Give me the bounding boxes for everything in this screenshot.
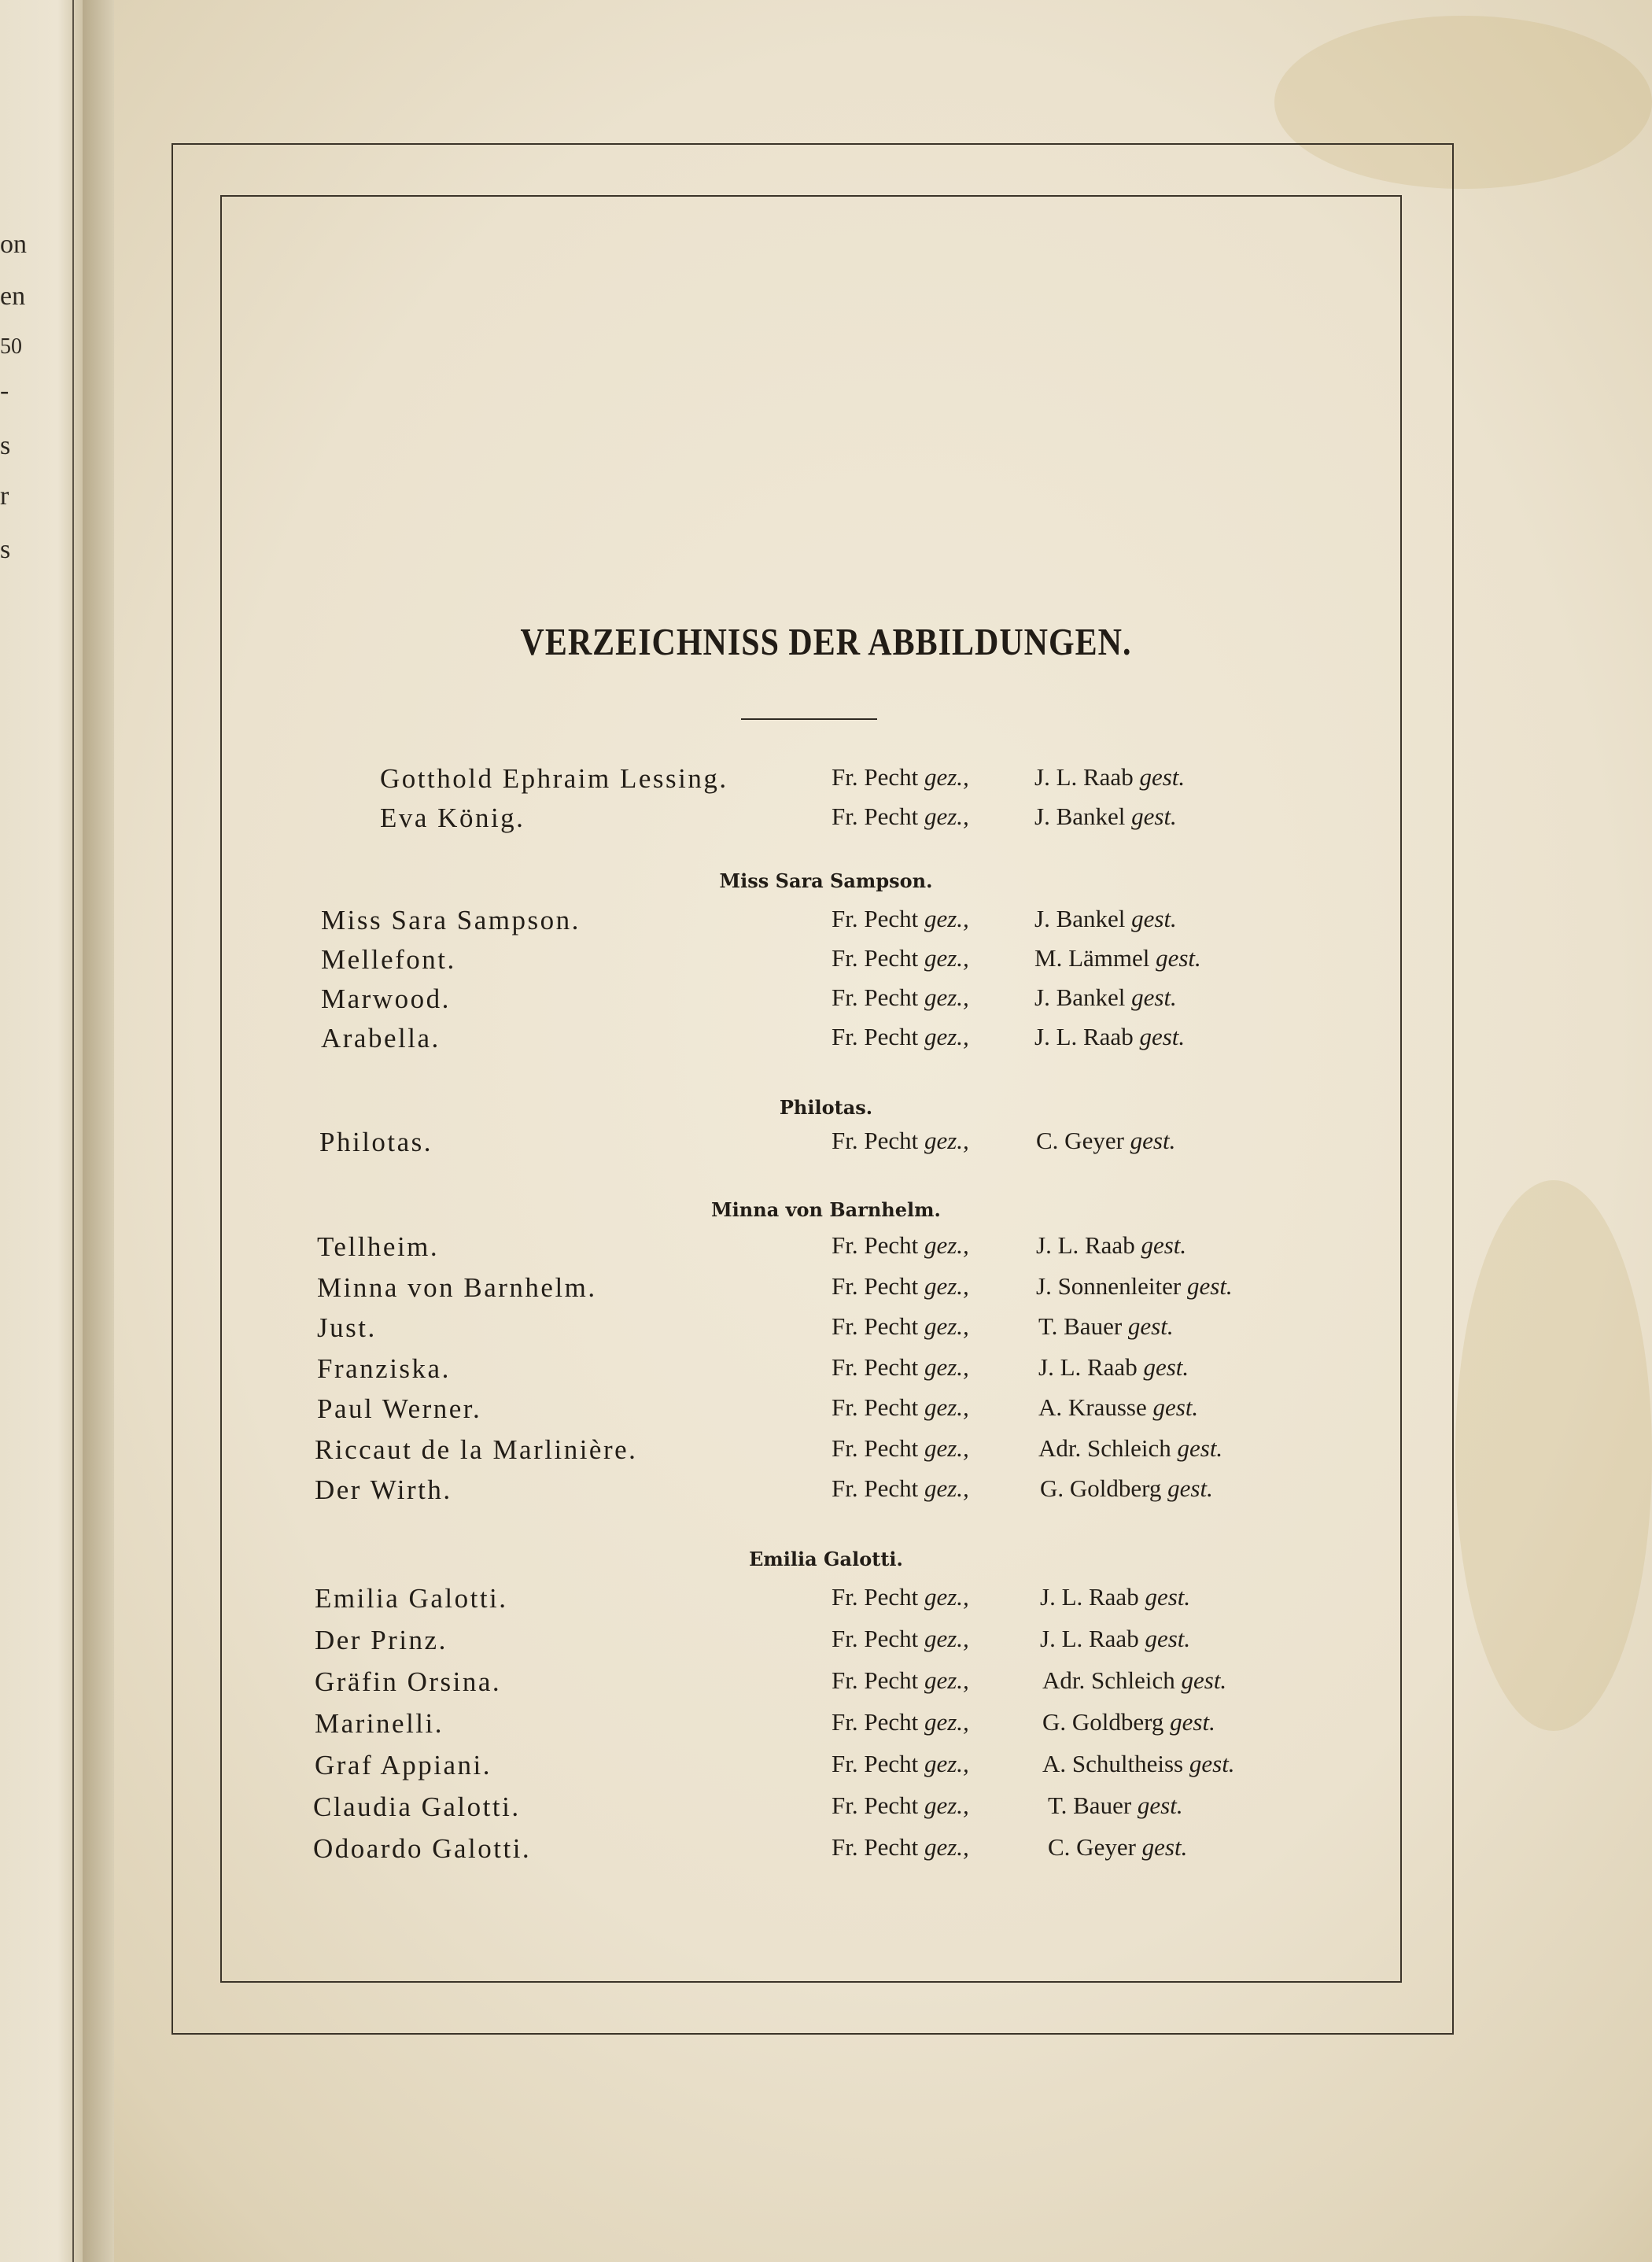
artist-credit [832, 1353, 969, 1382]
engraver-name: A. Krausse [1038, 1393, 1153, 1421]
engraver-credit [1042, 1708, 1215, 1736]
engraver-credit [1040, 1583, 1190, 1611]
role-engraved: gest. [1130, 1127, 1176, 1154]
role-engraved: gest. [1131, 983, 1177, 1011]
list-entry [0, 763, 1652, 803]
figure-name: Emilia Galotti. [315, 1583, 508, 1614]
list-entry [0, 1127, 1652, 1166]
list-entry [0, 1750, 1652, 1789]
role-drawn: gez., [924, 1127, 969, 1154]
list-entry [0, 1792, 1652, 1831]
left-text-fragment: s [0, 535, 11, 564]
figure-name: Der Wirth. [315, 1474, 452, 1505]
page-title: VERZEICHNISS DER ABBILDUNGEN. [520, 622, 1132, 664]
role-engraved: gest. [1139, 763, 1186, 791]
engraver-credit [1042, 1666, 1226, 1695]
artist-credit [832, 1127, 969, 1155]
role-drawn: gez., [924, 1666, 969, 1694]
engraver-name: J. Bankel [1034, 983, 1132, 1011]
figure-name: Paul Werner. [317, 1393, 482, 1424]
role-drawn: gez., [924, 1353, 969, 1381]
list-entry [0, 1666, 1652, 1706]
figure-name: Tellheim. [317, 1231, 440, 1262]
artist-name: Fr. Pecht [832, 763, 924, 791]
engraver-name: J. L. Raab [1040, 1625, 1145, 1652]
role-drawn: gez., [924, 1023, 969, 1050]
engraver-credit [1034, 803, 1177, 831]
artist-credit [832, 1625, 969, 1653]
role-engraved: gest. [1181, 1666, 1227, 1694]
artist-name: Fr. Pecht [832, 1231, 924, 1259]
list-entry [0, 1023, 1652, 1062]
artist-name: Fr. Pecht [832, 803, 924, 830]
list-entry [0, 1353, 1652, 1393]
artist-name: Fr. Pecht [832, 1833, 924, 1861]
artist-name: Fr. Pecht [832, 1708, 924, 1736]
role-drawn: gez., [924, 1231, 969, 1259]
artist-credit [832, 763, 969, 792]
engraver-credit [1040, 1474, 1213, 1503]
artist-name: Fr. Pecht [832, 1792, 924, 1819]
figure-name: Just. [317, 1312, 377, 1343]
artist-name: Fr. Pecht [832, 1666, 924, 1694]
artist-name: Fr. Pecht [832, 1393, 924, 1421]
role-engraved: gest. [1141, 1231, 1187, 1259]
list-entry [0, 1272, 1652, 1312]
role-drawn: gez., [924, 1708, 969, 1736]
artist-name: Fr. Pecht [832, 905, 924, 932]
role-drawn: gez., [924, 1474, 969, 1502]
role-engraved: gest. [1152, 1393, 1199, 1421]
engraver-name: G. Goldberg [1040, 1474, 1168, 1502]
figure-name: Mellefont. [321, 944, 456, 975]
role-drawn: gez., [924, 905, 969, 932]
role-engraved: gest. [1145, 1583, 1191, 1611]
section-heading: Philotas. [779, 1096, 873, 1119]
role-drawn: gez., [924, 1583, 969, 1611]
artist-name: Fr. Pecht [832, 1474, 924, 1502]
artist-credit [832, 1434, 969, 1463]
figure-name: Riccaut de la Marlinière. [315, 1434, 638, 1465]
engraver-name: G. Goldberg [1042, 1708, 1171, 1736]
engraver-credit [1034, 763, 1185, 792]
engraver-credit [1048, 1833, 1187, 1862]
engraver-name: J. L. Raab [1036, 1231, 1141, 1259]
figure-name: Der Prinz. [315, 1625, 448, 1655]
role-drawn: gez., [924, 944, 969, 972]
title-rule [741, 718, 877, 720]
engraver-credit [1036, 1127, 1175, 1155]
role-engraved: gest. [1127, 1312, 1174, 1340]
engraver-name: C. Geyer [1036, 1127, 1130, 1154]
artist-credit [832, 1792, 969, 1820]
role-drawn: gez., [924, 1625, 969, 1652]
artist-credit [832, 905, 969, 933]
left-text-fragment: s [0, 431, 11, 460]
engraver-name: A. Schultheiss [1042, 1750, 1189, 1777]
artist-credit [832, 1474, 969, 1503]
role-engraved: gest. [1131, 905, 1177, 932]
list-entry [0, 1231, 1652, 1271]
engraver-name: C. Geyer [1048, 1833, 1142, 1861]
engraver-name: J. L. Raab [1034, 1023, 1140, 1050]
left-text-fragment: en [0, 282, 26, 311]
list-entry [0, 1474, 1652, 1514]
artist-credit [832, 1666, 969, 1695]
role-engraved: gest. [1141, 1833, 1188, 1861]
role-engraved: gest. [1170, 1708, 1215, 1736]
role-drawn: gez., [924, 1312, 969, 1340]
artist-name: Fr. Pecht [832, 1434, 924, 1462]
engraver-credit [1038, 1312, 1174, 1341]
engraver-name: Adr. Schleich [1038, 1434, 1178, 1462]
role-engraved: gest. [1167, 1474, 1213, 1502]
artist-name: Fr. Pecht [832, 983, 924, 1011]
artist-name: Fr. Pecht [832, 944, 924, 972]
role-drawn: gez., [924, 1792, 969, 1819]
engraver-name: T. Bauer [1048, 1792, 1138, 1819]
engraver-name: T. Bauer [1038, 1312, 1128, 1340]
engraver-name: J. L. Raab [1040, 1583, 1145, 1611]
figure-name: Miss Sara Sampson. [321, 905, 581, 935]
role-drawn: gez., [924, 1434, 969, 1462]
role-drawn: gez., [924, 1272, 969, 1300]
artist-credit [832, 803, 969, 831]
section-heading: Minna von Barnhelm. [711, 1198, 941, 1221]
engraver-credit [1034, 944, 1201, 972]
engraver-name: J. Bankel [1034, 905, 1132, 932]
artist-credit [832, 983, 969, 1012]
role-drawn: gez., [924, 1750, 969, 1777]
role-engraved: gest. [1187, 1272, 1233, 1300]
figure-name: Gräfin Orsina. [315, 1666, 502, 1697]
artist-name: Fr. Pecht [832, 1353, 924, 1381]
figure-name: Gotthold Ephraim Lessing. [380, 763, 728, 794]
engraver-name: J. L. Raab [1034, 763, 1140, 791]
engraver-name: J. Sonnenleiter [1036, 1272, 1187, 1300]
figure-name: Odoardo Galotti. [313, 1833, 532, 1864]
left-text-fragment: r [0, 482, 9, 511]
engraver-name: Adr. Schleich [1042, 1666, 1182, 1694]
section-heading: Emilia Galotti. [749, 1548, 903, 1570]
artist-credit [832, 944, 969, 972]
list-entry [0, 803, 1652, 842]
figure-name: Franziska. [317, 1353, 451, 1384]
role-engraved: gest. [1145, 1625, 1191, 1652]
engraver-credit [1038, 1434, 1222, 1463]
artist-credit [832, 1833, 969, 1862]
figure-name: Marwood. [321, 983, 451, 1014]
engraver-credit [1034, 905, 1177, 933]
engraver-credit [1040, 1625, 1190, 1653]
engraver-name: J. L. Raab [1038, 1353, 1144, 1381]
engraver-credit [1034, 1023, 1185, 1051]
role-drawn: gez., [924, 1833, 969, 1861]
artist-credit [832, 1231, 969, 1260]
artist-name: Fr. Pecht [832, 1312, 924, 1340]
figure-name: Philotas. [319, 1127, 433, 1157]
left-text-fragment: on [0, 230, 27, 259]
engraver-name: J. Bankel [1034, 803, 1132, 830]
list-entry [0, 1708, 1652, 1747]
engraver-name: M. Lämmel [1034, 944, 1156, 972]
artist-name: Fr. Pecht [832, 1625, 924, 1652]
role-engraved: gest. [1139, 1023, 1186, 1050]
artist-credit [832, 1750, 969, 1778]
engraver-credit [1038, 1393, 1198, 1422]
role-drawn: gez., [924, 1393, 969, 1421]
artist-name: Fr. Pecht [832, 1127, 924, 1154]
engraver-credit [1034, 983, 1177, 1012]
engraver-credit [1048, 1792, 1183, 1820]
engraver-credit [1036, 1272, 1233, 1301]
artist-credit [832, 1272, 969, 1301]
list-entry [0, 905, 1652, 944]
engraver-credit [1038, 1353, 1189, 1382]
role-drawn: gez., [924, 983, 969, 1011]
artist-credit [832, 1708, 969, 1736]
figure-name: Marinelli. [315, 1708, 444, 1739]
role-engraved: gest. [1177, 1434, 1223, 1462]
left-text-fragment: - [0, 376, 9, 405]
artist-name: Fr. Pecht [832, 1272, 924, 1300]
list-entry [0, 1583, 1652, 1622]
artist-credit [832, 1393, 969, 1422]
role-engraved: gest. [1131, 803, 1177, 830]
figure-name: Arabella. [321, 1023, 441, 1054]
artist-name: Fr. Pecht [832, 1750, 924, 1777]
figure-name: Graf Appiani. [315, 1750, 492, 1780]
list-entry [0, 944, 1652, 983]
role-drawn: gez., [924, 803, 969, 830]
list-entry [0, 1833, 1652, 1873]
role-engraved: gest. [1143, 1353, 1189, 1381]
role-engraved: gest. [1189, 1750, 1235, 1777]
left-text-fragment: 50 [0, 334, 22, 359]
figure-name: Eva König. [380, 803, 525, 833]
artist-credit [832, 1023, 969, 1051]
list-entry [0, 1312, 1652, 1352]
figure-name: Claudia Galotti. [313, 1792, 521, 1822]
list-entry [0, 1434, 1652, 1474]
list-entry [0, 983, 1652, 1023]
engraver-credit [1042, 1750, 1235, 1778]
artist-name: Fr. Pecht [832, 1023, 924, 1050]
artist-credit [832, 1583, 969, 1611]
role-engraved: gest. [1156, 944, 1201, 972]
role-engraved: gest. [1137, 1792, 1183, 1819]
artist-name: Fr. Pecht [832, 1583, 924, 1611]
role-drawn: gez., [924, 763, 969, 791]
figure-name: Minna von Barnhelm. [317, 1272, 597, 1303]
engraver-credit [1036, 1231, 1186, 1260]
list-entry [0, 1393, 1652, 1433]
artist-credit [832, 1312, 969, 1341]
section-heading: Miss Sara Sampson. [719, 869, 933, 892]
list-entry [0, 1625, 1652, 1664]
